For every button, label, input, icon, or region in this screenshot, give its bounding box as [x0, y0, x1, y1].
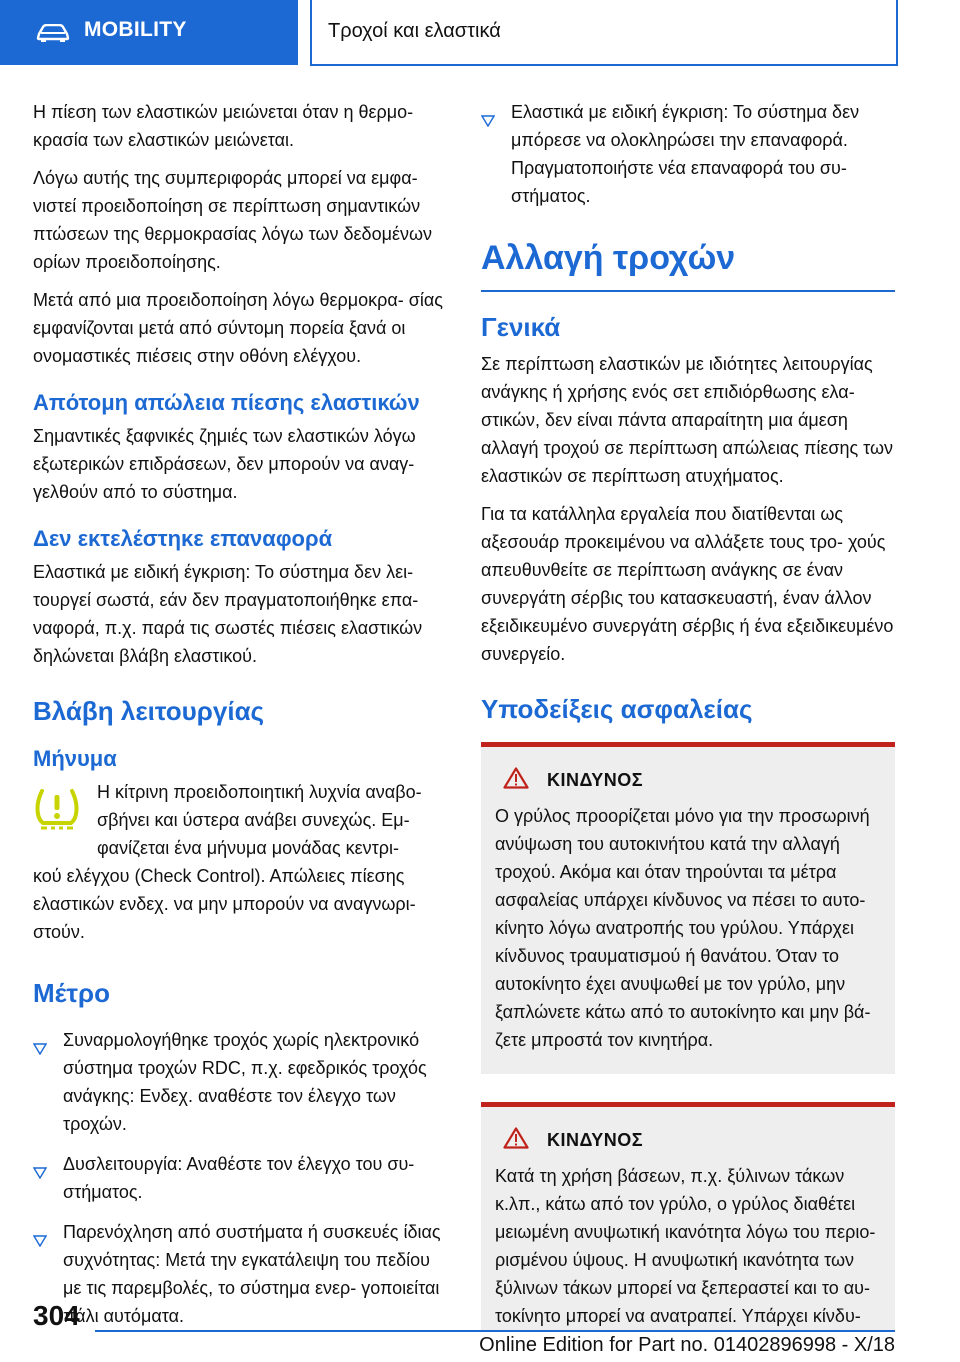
heading-general: Γενικά [481, 312, 561, 342]
heading-wheel-change: Αλλαγή τροχών [481, 236, 895, 292]
left-column [33, 98, 451, 1342]
list-item: Δυσλειτουργία: Αναθέστε τον έλεγχο του συ- στήματος. [33, 1150, 451, 1206]
reset-list [481, 98, 895, 210]
message-text-continued: κού ελέγχου (Check Control). Απώλειες πίεσης ελαστικών ενδεχ. να μην μπορούν να αναγνωρι- στούν. [33, 866, 416, 942]
car-icon [36, 24, 70, 47]
warning-triangle-icon [503, 1127, 529, 1154]
page-number: 304 [33, 1300, 80, 1331]
page-title: Τροχοί και ελαστικά [328, 20, 501, 42]
heading-no-reset: Δεν εκτελέστηκε επαναφορά [33, 526, 333, 551]
header-tab [0, 0, 298, 65]
paragraph: Ελαστικά με ειδική έγκριση: Το σύστημα δεν λει- τουργεί σωστά, εάν δεν πραγματοποιήθηκε επα- ναφορά, π.χ. παρά τις σωστές πιέσεις ελαστικών δηλώνεται βλάβη ελαστικού. [33, 562, 423, 666]
heading-measure: Μέτρο [33, 978, 110, 1008]
header-title-box [310, 0, 898, 66]
danger-text: Ο γρύλος προορίζεται μόνο για την προσωρινή ανύψωση του αυτοκινήτου κατά την αλλαγή τροχού. Ακόμα και όταν τηρούνται τα μέτρα ασφαλείας υπάρχει κίνδυνος να πέσει το αυτο- κίνητο λόγω ανατροπής του γρύλου. Υπάρχει κίνδυνος τραυματισμού ή θανάτου. Όταν το αυτοκίνητο έχει ανυψωθεί με τον γρύλο, μην ξαπλώνετε κάτω από το αυτοκίνητο και μην βά- ζετε μπροστά τον κινητήρα. [495, 806, 871, 1050]
danger-header [495, 1127, 881, 1154]
paragraph: Μετά από μια προειδοποίηση λόγω θερμοκρα- σίας εμφανίζονται μετά από σύντομη πορεία ξανά οι ονομαστικές πιέσεις στην οθόνη ελέγχου. [33, 290, 443, 366]
danger-text: Κατά τη χρήση βάσεων, π.χ. ξύλινων τάκων κ.λπ., κάτω από τον γρύλο, ο γρύλος διαθέτει μειωμένη ανυψωτική ικανότητα λόγω του περιο- ρισμένου ύψους. Η ανυψωτική ικανότητα των ξύλινων τάκων μπορεί να ξεπεραστεί και το αυ- τοκίνητο μπορεί να ανατραπεί. Υπάρχει κίνδυ- [495, 1166, 876, 1326]
paragraph: Σημαντικές ξαφνικές ζημιές των ελαστικών λόγω εξωτερικών επιδράσεων, δεν μπορούν να αναγ- γελθούν από το σύστημα. [33, 426, 416, 502]
danger-header [495, 767, 881, 794]
message-text: Η κίτρινη προειδοποιητική λυχνία αναβο- σβήνει και ύστερα ανάβει συνεχώς. Εμ- φανίζεται ένα μήνυμα μονάδας κεντρι- [97, 782, 422, 858]
right-column [481, 98, 895, 1332]
footer-divider [95, 1330, 895, 1332]
header-tab-label: MOBILITY [84, 18, 187, 41]
danger-box [481, 742, 895, 1074]
heading-malfunction: Βλάβη λειτουργίας [33, 696, 265, 726]
paragraph: Για τα κατάλληλα εργαλεία που διατίθενται ως αξεσουάρ προκειμένου να αλλάξετε τους τρο- χούς απευθυνθείτε σε περίπτωση ανάγκης σε έναν συνεργάτη σέρβις του κατασκευαστή, έναν άλλον εξειδικευμένο συνεργάτη σέρβις ή ένα εξειδικευμένο συνεργείο. [481, 504, 894, 664]
triangle-bullet-icon [33, 1227, 47, 1255]
triangle-bullet-icon [33, 1159, 47, 1187]
list-item: Ελαστικά με ειδική έγκριση: Το σύστημα δεν μπόρεσε να ολοκληρώσει την επαναφορά. Πραγματοποιήστε νέα επαναφορά του συ- στήματος. [481, 98, 895, 210]
list-item: Συναρμολογήθηκε τροχός χωρίς ηλεκτρονικό σύστημα τροχών RDC, π.χ. εφεδρικός τροχός ανάγκης: Ενδεχ. αναθέστε τον έλεγχο των τροχών. [33, 1026, 451, 1138]
triangle-bullet-icon [481, 107, 495, 135]
list-item: Παρενόχληση από συστήματα ή συσκευές ίδιας συχνότητας: Μετά την εγκατάλειψη του πεδίου με τις παρεμβολές, το σύστημα ενερ- γοποιείται πάλι αυτόματα. [33, 1218, 451, 1330]
footer-edition: Online Edition for Part no. 01402896998 - X/18 [479, 1334, 895, 1356]
paragraph: Η πίεση των ελαστικών μειώνεται όταν η θερμο- κρασία των ελαστικών μειώνεται. [33, 102, 414, 150]
tire-pressure-warning-icon [33, 786, 81, 835]
message-block [33, 778, 451, 946]
heading-message: Μήνυμα [33, 746, 117, 771]
paragraph: Σε περίπτωση ελαστικών με ιδιότητες λειτουργίας ανάγκης ή χρήσης ενός σετ επιδιόρθωσης ελα- στικών, δεν είναι πάντα απαραίτητη μια άμεση αλλαγή τροχού σε περίπτωση απώλειας πίεσης των ελαστικών σε περίπτωση ατυχήματος. [481, 354, 894, 486]
danger-box [481, 1102, 895, 1332]
danger-title: ΚΙΝΔΥΝΟΣ [547, 770, 644, 790]
paragraph: Λόγω αυτής της συμπεριφοράς μπορεί να εμφα- νιστεί προειδοποίηση σε περίπτωση σημαντικών πτώσεων της θερμοκρασίας λόγω των δεδομένων ορίων προειδοποίησης. [33, 168, 433, 272]
heading-safety-notes: Υποδείξεις ασφαλείας [481, 694, 753, 724]
triangle-bullet-icon [33, 1035, 47, 1063]
danger-title: ΚΙΝΔΥΝΟΣ [547, 1130, 644, 1150]
heading-sudden-pressure-loss: Απότομη απώλεια πίεσης ελαστικών [33, 390, 420, 415]
measure-list [33, 1026, 451, 1330]
warning-triangle-icon [503, 767, 529, 794]
